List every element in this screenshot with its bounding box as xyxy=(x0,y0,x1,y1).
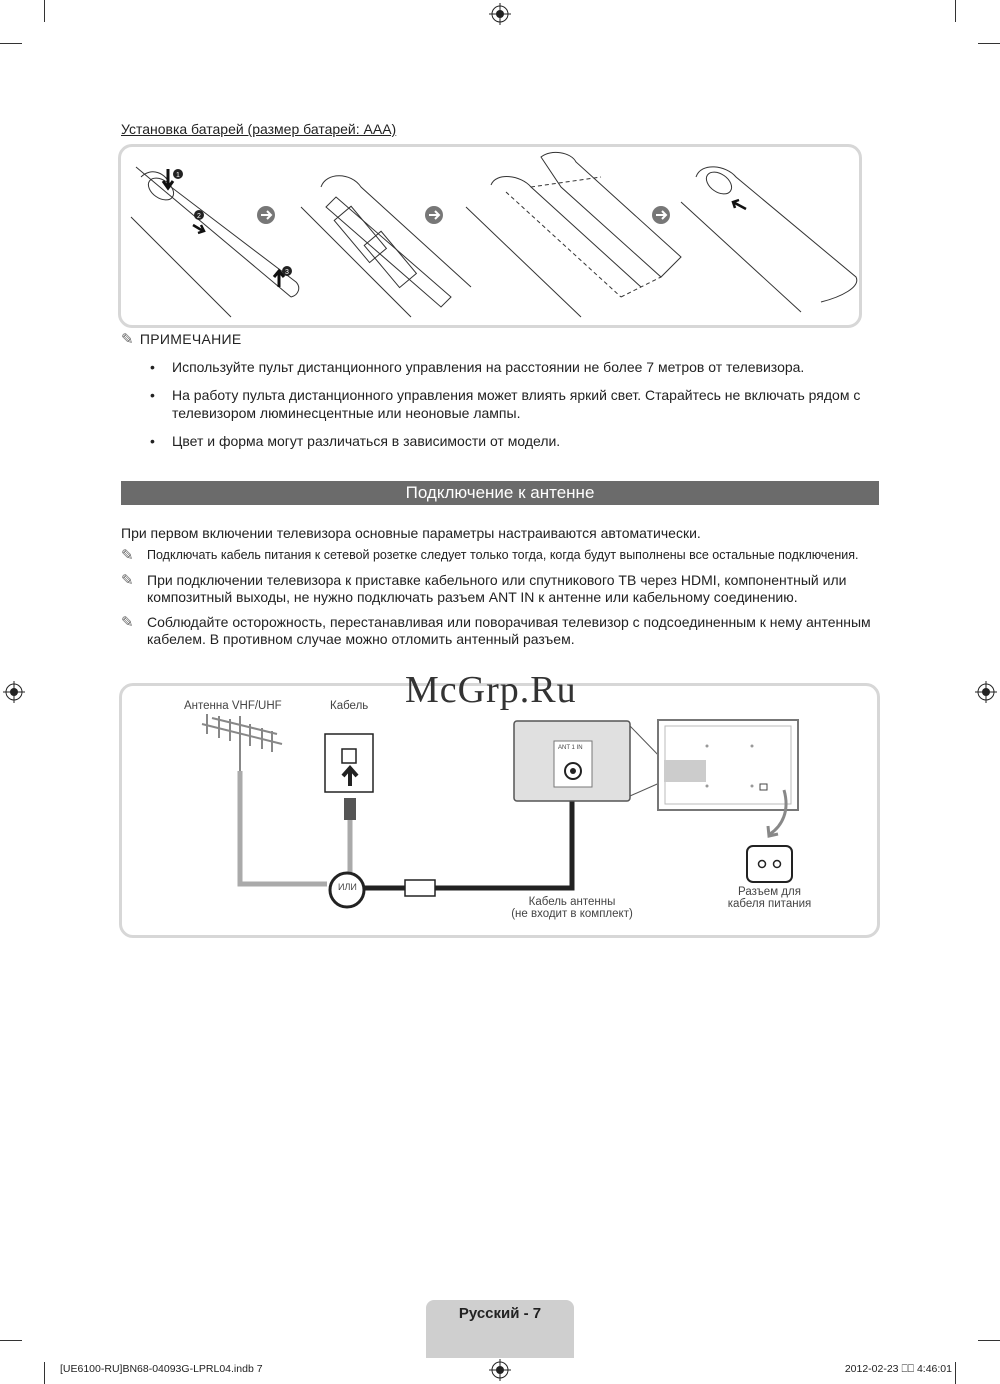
battery-illustration-box xyxy=(118,144,862,328)
registration-mark-icon xyxy=(975,681,997,703)
remote-step-2 xyxy=(301,176,471,317)
note-heading-text: ПРИМЕЧАНИЕ xyxy=(139,331,242,347)
battery-illustration xyxy=(121,147,859,325)
antenna-cable-line xyxy=(240,771,327,884)
wall-outlet-port xyxy=(342,749,356,763)
antenna-label: Антенна VHF/UHF xyxy=(184,700,282,712)
arrow-down-icon xyxy=(163,169,173,188)
pencil-note-icon: ✎ xyxy=(121,331,134,348)
remote-step-3 xyxy=(466,152,681,317)
power-socket-caption-line2: кабеля питания xyxy=(727,898,812,910)
crop-mark xyxy=(0,1340,22,1341)
registration-mark-icon xyxy=(3,681,25,703)
remote-step-4 xyxy=(681,167,857,312)
next-step-arrow-icon xyxy=(425,206,443,224)
antenna-cable-caption-line1: Кабель антенны xyxy=(528,896,616,908)
section-note-list xyxy=(121,547,881,656)
next-step-arrow-icon xyxy=(257,206,275,224)
tv-power-port xyxy=(760,784,767,790)
section-note-text: Подключать кабель питания к сетевой розетке следует только тогда, когда будут выполнены все остальные подключения. xyxy=(147,548,859,562)
coax-plug xyxy=(344,798,356,820)
pencil-note-icon: ✎ xyxy=(121,572,134,589)
note-bullet: • Цвет и форма могут различаться в зависимости от модели. xyxy=(150,432,885,450)
note-bullet-list xyxy=(150,358,885,460)
crop-mark xyxy=(955,1362,956,1384)
footer-datetime: 2012-02-23 ⎕⎕ 4:46:01 xyxy=(844,1363,952,1375)
remote-step-1 xyxy=(131,167,299,317)
section-note xyxy=(121,572,881,606)
section-intro: При первом включении телевизора основные параметры настраиваются автоматически. xyxy=(121,525,701,541)
section-title-bar: Подключение к антенне xyxy=(121,481,879,505)
crop-mark xyxy=(0,43,22,44)
power-socket-caption xyxy=(712,886,827,910)
section-note xyxy=(121,614,881,648)
crop-mark xyxy=(978,1340,1000,1341)
antenna-connection-diagram xyxy=(119,683,880,938)
antenna-cable-caption xyxy=(502,896,642,920)
f-connector xyxy=(405,880,435,896)
crop-mark xyxy=(44,0,45,22)
pencil-note-icon: ✎ xyxy=(121,547,134,564)
step-3-number: 3 xyxy=(285,269,289,276)
page-number: Русский - 7 xyxy=(458,1305,542,1322)
crop-mark xyxy=(978,43,1000,44)
footer-file-info: [UE6100-RU]BN68-04093G-LPRL04.indb 7 xyxy=(60,1363,263,1375)
antenna-cable-caption-line2: (не входит в комплект) xyxy=(511,908,633,920)
section-note-text: Соблюдайте осторожность, перестанавливая или поворачивая телевизор с подсоединенным к нему антенным кабелем. В противном случае можно отломить антенный разъем. xyxy=(147,614,871,647)
or-label: ИЛИ xyxy=(338,882,357,892)
antenna-cable-black xyxy=(435,790,572,888)
section-note-text: При подключении телевизора к приставке кабельного или спутникового ТВ через HDMI, компонентный или композитный выходы, не нужно подключать разъем ANT IN к антенне или кабельному соединению. xyxy=(147,572,847,605)
tv-port-area xyxy=(664,760,706,782)
crop-mark xyxy=(955,0,956,22)
antenna-icon xyxy=(202,714,282,771)
registration-mark-icon xyxy=(489,1359,511,1381)
pencil-note-icon: ✎ xyxy=(121,614,134,631)
arrow-slide-icon xyxy=(193,225,204,233)
note-heading xyxy=(121,330,242,348)
note-bullet: • Используйте пульт дистанционного управления на расстоянии не более 7 метров от телевизора. xyxy=(150,358,885,376)
crop-mark xyxy=(44,1362,45,1384)
power-socket xyxy=(747,846,792,882)
ant-in-label: ANT 1 IN xyxy=(558,745,583,751)
battery-install-title: Установка батарей (размер батарей: AAA) xyxy=(121,121,397,137)
registration-mark-icon xyxy=(489,3,511,25)
next-step-arrow-icon xyxy=(652,206,670,224)
watermark: McGrp.Ru xyxy=(405,669,577,711)
arrow-up-left-icon xyxy=(733,200,746,209)
step-1-number: 1 xyxy=(176,172,180,179)
power-socket-caption-line1: Разъем для xyxy=(738,886,801,898)
step-2-number: 2 xyxy=(197,213,201,220)
note-bullet: • На работу пульта дистанционного управления может влиять яркий свет. Старайтесь не включать рядом с телевизором люминесцентные или неоновые лампы. xyxy=(150,386,885,422)
cable-label: Кабель xyxy=(330,700,369,712)
section-note xyxy=(121,547,881,564)
